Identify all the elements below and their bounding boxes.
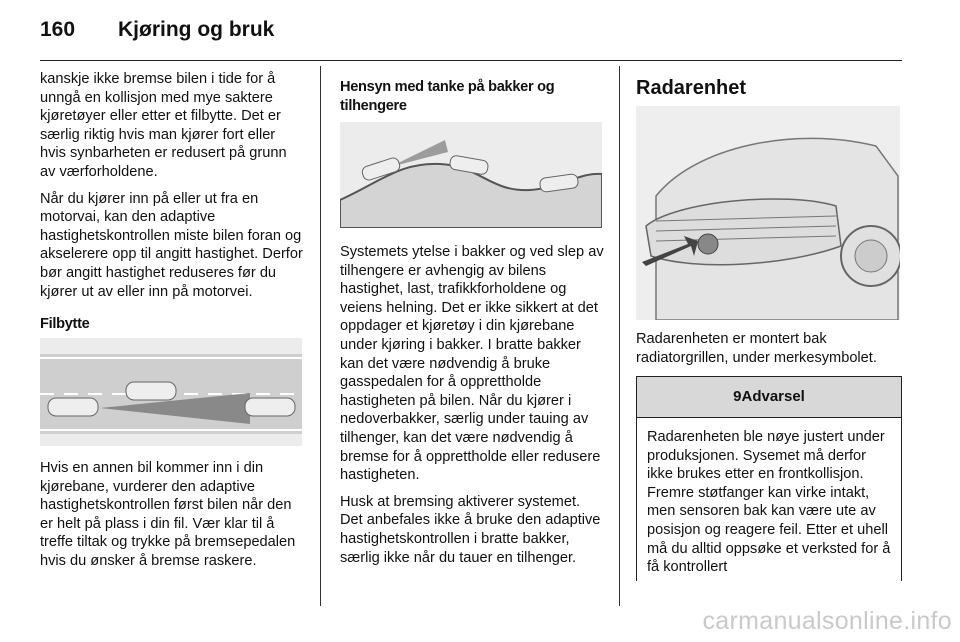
section-heading: Radarenhet — [636, 77, 747, 99]
column-2-body — [340, 243, 605, 575]
section-heading: Hensyn med tanke på bakker og tilhengere — [340, 79, 555, 114]
paragraph: Radarenheten er montert bak radiatorgrillen, under merkesymbolet. — [636, 331, 877, 366]
column-3-body — [636, 330, 901, 375]
header-rule — [40, 60, 902, 61]
column-divider — [619, 66, 620, 606]
warning-box — [636, 376, 902, 581]
watermark: carmanualsonline.info — [702, 607, 952, 635]
page-number: 160 — [40, 18, 76, 41]
radar-unit-illustration — [636, 106, 900, 320]
column-1-lower — [40, 459, 305, 579]
paragraph: Hvis en annen bil kommer inn i din kjørebane, vurderer den adaptive hastighetskontrollen først bilen når den er helt på plass i din fil. Vær klar til å treffe tiltak og trykke på bremsepedalen hvis du ønsker å bremse raskere. — [40, 460, 296, 569]
warning-header — [637, 377, 901, 418]
paragraph: kanskje ikke bremse bilen i tide for å unngå en kollisjon med mye saktere kjøretøyer eller etter et filbytte. Det er særlig riktig hvis man kjører fort eller hvis synbarheten er redusert på grunn av værforholdene. — [40, 71, 287, 180]
paragraph: Når du kjører inn på eller ut fra en motorvai, kan den adaptive hastighetskontrollen miste bilen foran og akselerere opp til angitt hastighet. Derfor bør angitt hastighet reduseres før du kjører ut av eller inn på motorvei. — [40, 190, 303, 300]
paragraph: Systemets ytelse i bakker og ved slep av tilhengere er avhengig av bilens hastighet, last, trafikkforholdene og veiens helning. Det er ikke sikkert at det oppdager et kjøretøy i din kjørebane under kjøring i bakker. I bratte bakker kan det være nødvendig å bruke gasspedalen for å opprettholde hastigheten på bilen. Når du kjører i nedoverbakker, særlig under tauing av tilhenger, kan det være nødvendig å bremse for å opprettholde eller redusere hastigheten. — [340, 244, 604, 484]
warning-title: Advarsel — [741, 388, 805, 405]
warning-icon: 9 — [733, 388, 742, 405]
column-divider — [320, 66, 321, 606]
warning-text: Radarenheten ble nøye justert under produksjonen. Sysemet må derfor ikke brukes etter en frontkollisjon. Fremre støtfanger kan virke intakt, men sensoren bak kan være ute av posisjon og reagere feil. Etter et uhell må du alltid oppsøke et verksted for å få kontrollert — [647, 429, 891, 576]
column-2 — [340, 78, 605, 123]
section-heading: Filbytte — [40, 316, 90, 333]
column-1 — [40, 70, 305, 342]
hills-illustration — [340, 122, 602, 228]
lane-change-illustration — [40, 338, 302, 446]
paragraph: Husk at bremsing aktiverer systemet. Det anbefales ikke å bruke den adaptive hastighetskontrollen i bratte bakker, særlig ikke når du tauer en tilhenger. — [340, 493, 601, 566]
page-title: Kjøring og bruk — [118, 18, 275, 41]
